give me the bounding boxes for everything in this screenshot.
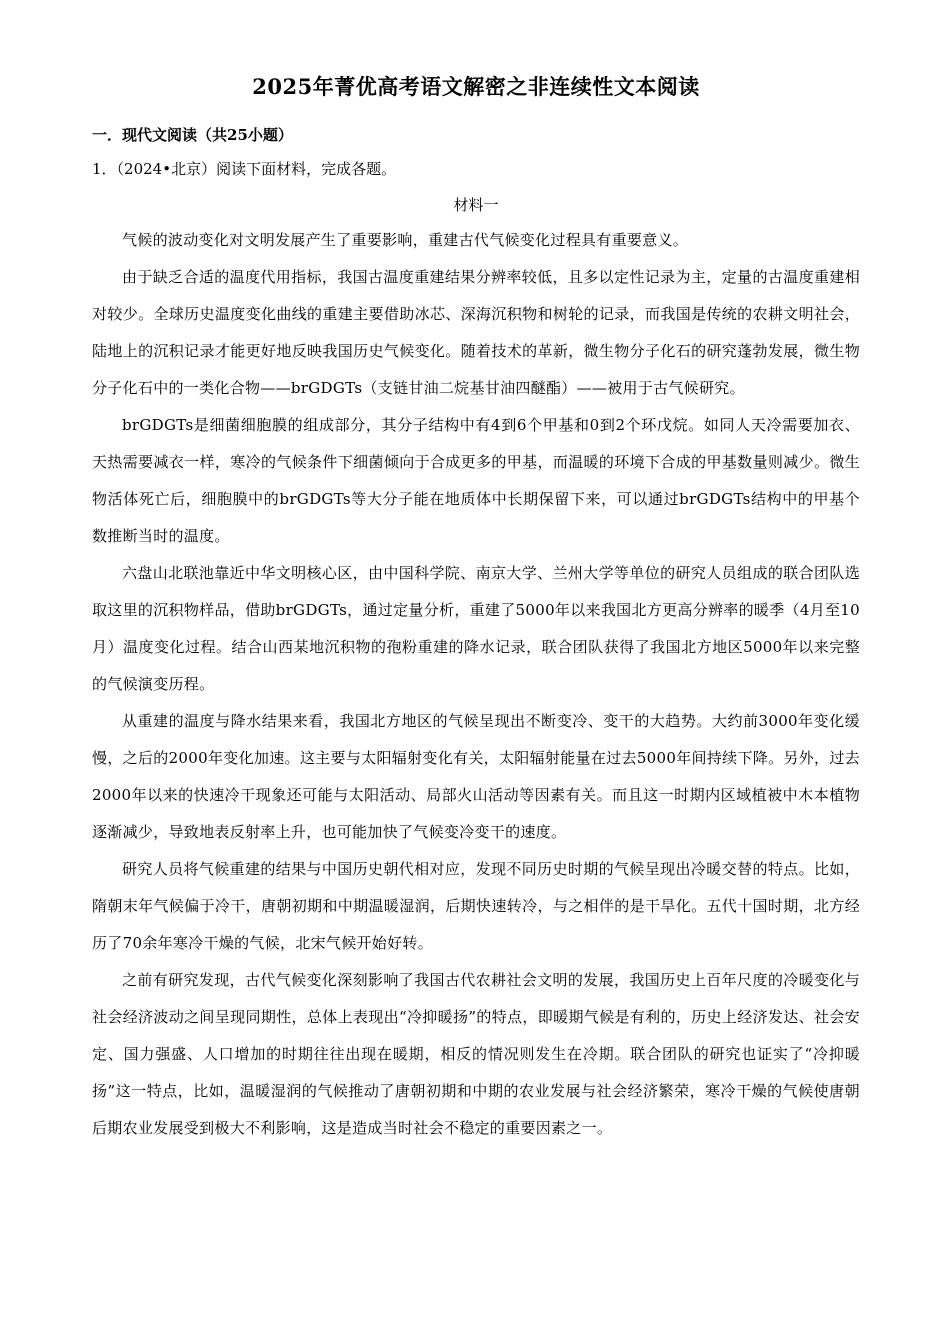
paragraph: brGDGTs是细菌细胞膜的组成部分，其分子结构中有4到6个甲基和0到2个环戊烷。如同人天冷需要加衣、天热需要减衣一样，寒冷的气候条件下细菌倾向于合成更多的甲基，而温暖的环境下合成的甲基数量则减少。微生物活体死亡后，细胞膜中的brGDGTs等大分子能在地质体中长期保留下来，可以通过brGDGTs结构中的甲基个数推断当时的温度。 [92,416,860,545]
document-page [92,0,860,1147]
paragraph: 之前有研究发现，古代气候变化深刻影响了我国古代农耕社会文明的发展，我国历史上百年尺度的冷暖变化与社会经济波动之间呈现同期性，总体上表现出“冷抑暖扬”的特点，即暖期气候是有利的，历史上经济发达、社会安定、国力强盛、人口增加的时期往往出现在暖期，相反的情况则发生在冷期。联合团队的研究也证实了“冷抑暖扬”这一特点，比如，温暖湿润的气候推动了唐朝初期和中期的农业发展与社会经济繁荣，寒冷干燥的气候使唐朝后期农业发展受到极大不利影响，这是造成当时社会不稳定的重要因素之一。 [92,971,860,1137]
paragraph: 研究人员将气候重建的结果与中国历史朝代相对应，发现不同历史时期的气候呈现出冷暖交替的特点。比如，隋朝末年气候偏于冷干，唐朝初期和中期温暖湿润，后期快速转冷，与之相伴的是干旱化。五代十国时期，北方经历了70余年寒冷干燥的气候，北宋气候开始好转。 [92,860,860,952]
paragraph: 由于缺乏合适的温度代用指标，我国古温度重建结果分辨率较低，且多以定性记录为主，定量的古温度重建相对较少。全球历史温度变化曲线的重建主要借助冰芯、深海沉积物和树轮的记录，而我国是传统的农耕文明社会，陆地上的沉积记录才能更好地反映我国历史气候变化。随着技术的革新，微生物分子化石的研究蓬勃发展，微生物分子化石中的一类化合物——brGDGTs（支链甘油二烷基甘油四醚酯）——被用于古气候研究。 [92,268,860,397]
material-title: 材料一 [453,196,499,214]
section-heading: 一．现代文阅读（共25小题） [92,126,293,144]
document-title: 2025年菁优高考语文解密之非连续性文本阅读 [252,74,700,99]
paragraph: 气候的波动变化对文明发展产生了重要影响，重建古代气候变化过程具有重要意义。 [122,231,689,249]
paragraph: 从重建的温度与降水结果来看，我国北方地区的气候呈现出不断变冷、变干的大趋势。大约前3000年变化缓慢，之后的2000年变化加速。这主要与太阳辐射变化有关，太阳辐射能量在过去5000年间持续下降。另外，过去2000年以来的快速冷干现象还可能与太阳活动、局部火山活动等因素有关。而且这一时期内区域植被中木本植物逐渐减少，导致地表反射率上升，也可能加快了气候变冷变干的速度。 [92,712,860,841]
paragraph: 六盘山北联池靠近中华文明核心区，由中国科学院、南京大学、兰州大学等单位的研究人员组成的联合团队选取这里的沉积物样品，借助brGDGTs，通过定量分析，重建了5000年以来我国北方更高分辨率的暖季（4月至10月）温度变化过程。结合山西某地沉积物的孢粉重建的降水记录，联合团队获得了我国北方地区5000年以来完整的气候演变历程。 [92,564,860,693]
question-stem: 1．（2024•北京）阅读下面材料，完成各题。 [92,160,397,178]
